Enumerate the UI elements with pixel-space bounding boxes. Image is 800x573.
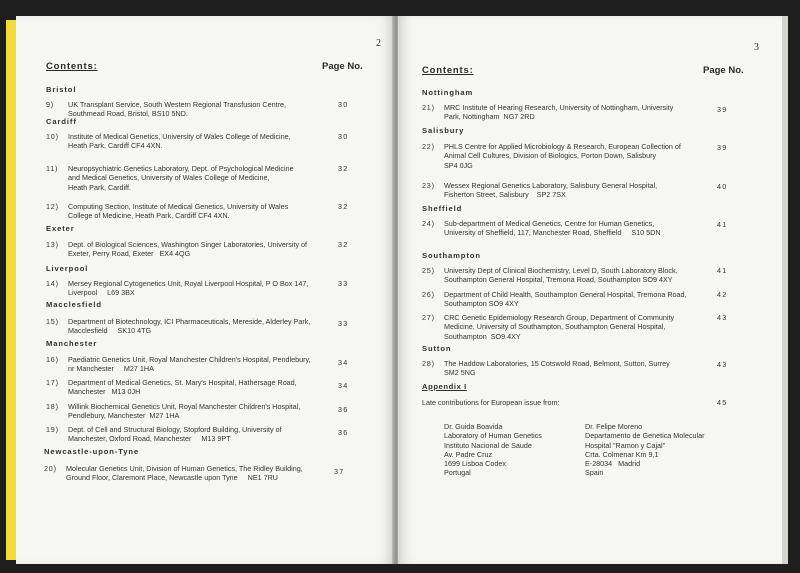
entry-page: 34 xyxy=(338,358,349,367)
appendix-page: 45 xyxy=(717,398,728,407)
entry-number: 26) xyxy=(422,290,435,299)
entry-page: 30 xyxy=(338,132,349,141)
entry-text: Dept. of Biological Sciences, Washington Singer Laboratories, University of Exeter, Perry Road, Exeter EX4 4QG xyxy=(68,240,308,259)
entry-page: 39 xyxy=(717,105,728,114)
entry-number: 14) xyxy=(46,279,59,288)
entry-page: 37 xyxy=(334,467,345,476)
entry-page: 34 xyxy=(338,381,349,390)
entry-number: 24) xyxy=(422,219,435,228)
entry-page: 42 xyxy=(717,290,728,299)
page-number: 3 xyxy=(754,42,759,53)
city-heading: Exeter xyxy=(46,224,75,233)
entry-number: 16) xyxy=(46,355,59,364)
entry-page: 36 xyxy=(338,428,349,437)
entry-text: Sub-department of Medical Genetics, Centre for Human Genetics, University of Sheffield, 117, Manchester Road, Sheffield S10 5DN xyxy=(444,219,661,238)
entry-page: 43 xyxy=(717,360,728,369)
contents-heading: Contents: xyxy=(422,65,474,76)
entry-page: 32 xyxy=(338,240,349,249)
city-heading: Cardiff xyxy=(46,117,77,126)
entry-number: 21) xyxy=(422,103,435,112)
entry-page: 41 xyxy=(717,266,728,275)
city-heading: Newcastle-upon-Tyne xyxy=(44,447,140,456)
entry-number: 25) xyxy=(422,266,435,275)
entry-text: Neuropsychiatric Genetics Laboratory, Dept. of Psychological Medicine and Medical Genetics, University of Wales College of Medicine, Heath Park, Cardiff. xyxy=(68,164,294,192)
entry-number: 27) xyxy=(422,313,435,322)
entry-page: 33 xyxy=(338,279,349,288)
city-heading: Macclesfield xyxy=(46,300,102,309)
entry-page: 32 xyxy=(338,164,349,173)
entry-page: 41 xyxy=(717,220,728,229)
contents-heading: Contents: xyxy=(46,61,98,72)
city-heading: Nottingham xyxy=(422,88,474,97)
entry-text: PHLS Centre for Applied Microbiology & Research, European Collection of Animal Cell Cultures, Division of Biologics, Porton Down, Salisbury SP4 0JG xyxy=(444,142,681,170)
entry-text: Computing Section, Institute of Medical Genetics, University of Wales College of Medicine, Heath Park, Cardiff CF4 4XN. xyxy=(68,202,289,221)
city-heading: Southampton xyxy=(422,251,481,260)
city-heading: Liverpool xyxy=(46,264,89,273)
entry-text: Dept. of Cell and Structural Biology, Stopford Building, University of Manchester, Oxford Road, Manchester M13 9PT xyxy=(68,425,282,444)
city-heading: Bristol xyxy=(46,85,77,94)
page-edge xyxy=(782,16,788,564)
appendix-heading: Appendix I xyxy=(422,382,467,391)
entry-page: 43 xyxy=(717,313,728,322)
page-no-heading: Page No. xyxy=(703,65,744,76)
entry-number: 12) xyxy=(46,202,59,211)
entry-text: MRC Institute of Hearing Research, University of Nottingham, University Park, Nottingham NG7 2RD xyxy=(444,103,674,122)
entry-page: 33 xyxy=(338,319,349,328)
entry-number: 13) xyxy=(46,240,59,249)
entry-page: 30 xyxy=(338,100,349,109)
city-heading: Sheffield xyxy=(422,204,463,213)
contact-address: Dr. Guida Boavida Laboratory of Human Genetics Instituto Nacional de Saude Av. Padre Cruz 1699 Lisboa Codex Portugal xyxy=(444,422,542,478)
entry-text: Molecular Genetics Unit, Division of Human Genetics, The Ridley Building, Ground Floor, Claremont Place, Newcastle upon Tyne NE1 7RU xyxy=(66,464,303,483)
entry-number: 15) xyxy=(46,317,59,326)
city-heading: Manchester xyxy=(46,339,98,348)
entry-page: 32 xyxy=(338,202,349,211)
right-page xyxy=(398,16,782,564)
entry-number: 10) xyxy=(46,132,59,141)
page-number: 2 xyxy=(376,38,381,49)
entry-number: 22) xyxy=(422,142,435,151)
entry-text: Institute of Medical Genetics, University of Wales College of Medicine, Heath Park, Cardiff CF4 4XN. xyxy=(68,132,291,151)
city-heading: Salisbury xyxy=(422,126,465,135)
entry-number: 20) xyxy=(44,464,57,473)
entry-text: Wessex Regional Genetics Laboratory, Salisbury General Hospital, Fisherton Street, Salisbury SP2 7SX xyxy=(444,181,658,200)
entry-text: The Haddow Laboratories, 15 Cotswold Road, Belmont, Sutton, Surrey SM2 5NG xyxy=(444,359,670,378)
entry-number: 23) xyxy=(422,181,435,190)
entry-number: 18) xyxy=(46,402,59,411)
entry-number: 9) xyxy=(46,100,54,109)
entry-page: 40 xyxy=(717,182,728,191)
entry-page: 36 xyxy=(338,405,349,414)
entry-text: UK Transplant Service, South Western Regional Transfusion Centre, Southmead Road, Bristol, BS10 5ND. xyxy=(68,100,286,119)
entry-text: CRC Genetic Epidemiology Research Group, Department of Community Medicine, University of Southampton, Southampton General Hospital, Southampton SO9 4XY xyxy=(444,313,675,341)
entry-text: Paediatric Genetics Unit, Royal Manchester Children's Hospital, Pendlebury, nr Manchester M27 1HA xyxy=(68,355,311,374)
entry-text: Department of Child Health, Southampton General Hospital, Tremona Road, Southampton SO9 4XY xyxy=(444,290,687,309)
page-no-heading: Page No. xyxy=(322,61,363,72)
entry-number: 11) xyxy=(46,164,59,173)
entry-number: 17) xyxy=(46,378,59,387)
entry-number: 28) xyxy=(422,359,435,368)
late-contributions-text: Late contributions for European issue from: xyxy=(422,398,560,407)
entry-text: Mersey Regional Cytogenetics Unit, Royal Liverpool Hospital, P O Box 147, Liverpool L69 3BX xyxy=(68,279,309,298)
entry-number: 19) xyxy=(46,425,59,434)
left-page xyxy=(16,16,394,564)
entry-page: 39 xyxy=(717,143,728,152)
contact-address: Dr. Felipe Moreno Departamento de Genetica Molecular Hospital "Ramon y Cajal" Crta. Colmenar Km 9,1 E-28034 Madrid Spain xyxy=(585,422,705,478)
entry-text: Willink Biochemical Genetics Unit, Royal Manchester Children's Hospital, Pendlebury, Manchester M27 1HA xyxy=(68,402,301,421)
city-heading: Sutton xyxy=(422,344,452,353)
entry-text: Department of Biotechnology, ICI Pharmaceuticals, Mereside, Alderley Park, Macclesfield SK10 4TG xyxy=(68,317,311,336)
entry-text: University Dept of Clinical Biochemistry, Level D, South Laboratory Block, Southampton General Hospital, Tremona Road, Southampton SO9 4XY xyxy=(444,266,678,285)
entry-text: Department of Medical Genetics, St. Mary's Hospital, Hathersage Road, Manchester M13 0JH xyxy=(68,378,297,397)
